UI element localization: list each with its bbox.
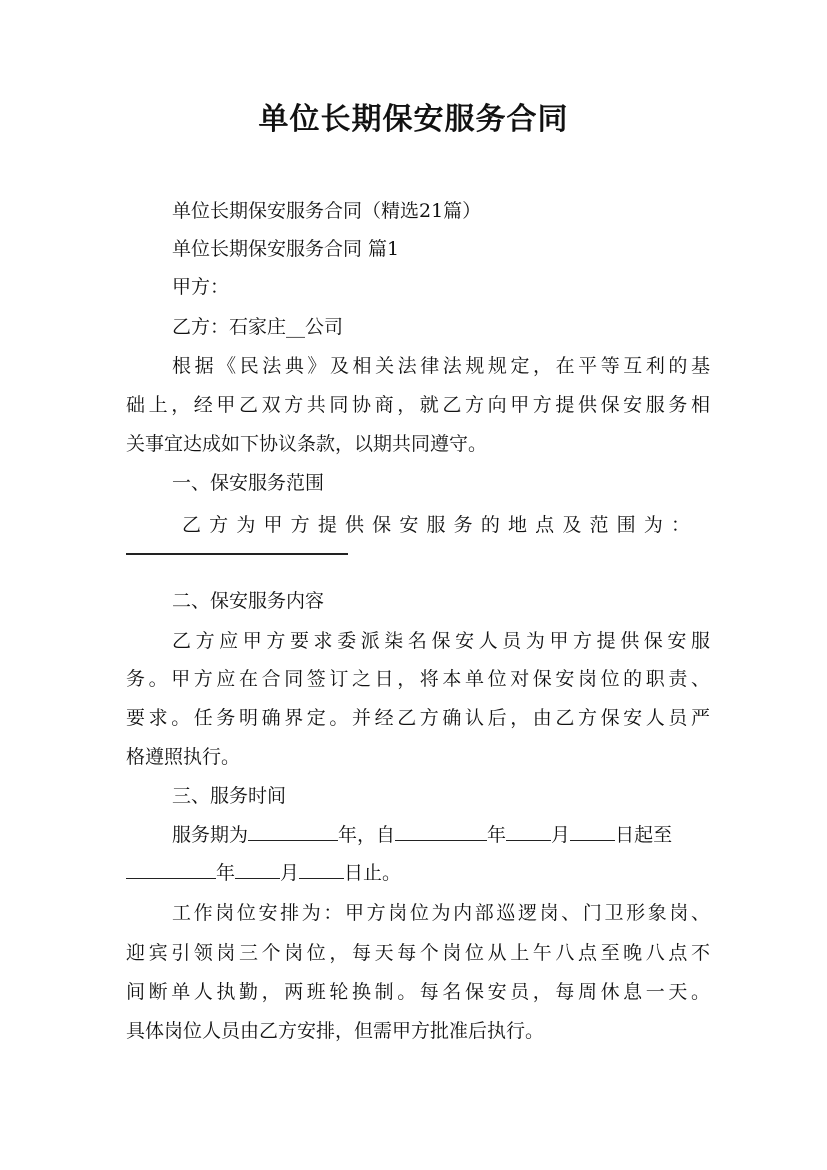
section2-line-4: 格遵照执行。 (126, 746, 241, 768)
party-a: 甲方： (172, 276, 230, 298)
section2-line-3: 要求。任务明确界定。并经乙方确认后，由乙方保安人员严 (126, 707, 710, 729)
term-text-5: 日起至 (615, 824, 673, 846)
term-text-3: 年 (487, 824, 507, 846)
term-line-2 (126, 860, 401, 886)
term-text-7: 月 (280, 862, 300, 884)
section2-line-2: 务。甲方应在合同签订之日，将本单位对保安岗位的职责、 (126, 668, 710, 690)
section-heading: 单位长期保安服务合同 篇1 (172, 238, 400, 260)
blank-field (248, 822, 338, 841)
section2-line-1: 乙方应甲方要求委派柒名保安人员为甲方提供保安服 (172, 630, 710, 652)
work-line-1: 工作岗位安排为：甲方岗位为内部巡逻岗、门卫形象岗、 (172, 902, 710, 924)
intro-line-1: 根据《民法典》及相关法律法规规定，在平等互利的基 (172, 355, 710, 377)
document-title: 单位长期保安服务合同 (258, 102, 569, 137)
blank-field (395, 822, 487, 841)
work-line-2: 迎宾引领岗三个岗位，每天每个岗位从上午八点至晚八点不 (126, 942, 710, 964)
section1-title: 一、保安服务范围 (172, 472, 325, 494)
intro-line-2: 础上，经甲乙双方共同协商，就乙方向甲方提供保安服务相 (126, 394, 710, 416)
section3-title: 三、服务时间 (172, 785, 287, 807)
term-text-1: 服务期为 (172, 824, 249, 846)
blank-field (570, 822, 615, 841)
term-line-1 (172, 822, 672, 848)
blank-field (299, 860, 344, 879)
intro-line-3: 关事宜达成如下协议条款，以期共同遵守。 (126, 433, 488, 455)
document-subtitle: 单位长期保安服务合同（精选21篇） (172, 200, 482, 222)
term-text-8: 日止。 (344, 862, 402, 884)
party-b: 乙方：石家庄__公司 (172, 316, 344, 338)
blank-line (126, 553, 348, 555)
blank-field (506, 822, 551, 841)
work-line-4: 具体岗位人员由乙方安排，但需甲方批准后执行。 (126, 1020, 545, 1042)
work-line-3: 间断单人执勤，两班轮换制。每名保安员，每周休息一天。 (126, 981, 710, 1003)
blank-field (235, 860, 280, 879)
section1-text: 乙方为甲方提供保安服务的地点及范围为： (182, 514, 690, 536)
blank-field (126, 860, 216, 879)
term-text-4: 月 (551, 824, 571, 846)
term-text-6: 年 (216, 862, 236, 884)
term-text-2: 年，自 (338, 824, 396, 846)
section2-title: 二、保安服务内容 (172, 590, 325, 612)
